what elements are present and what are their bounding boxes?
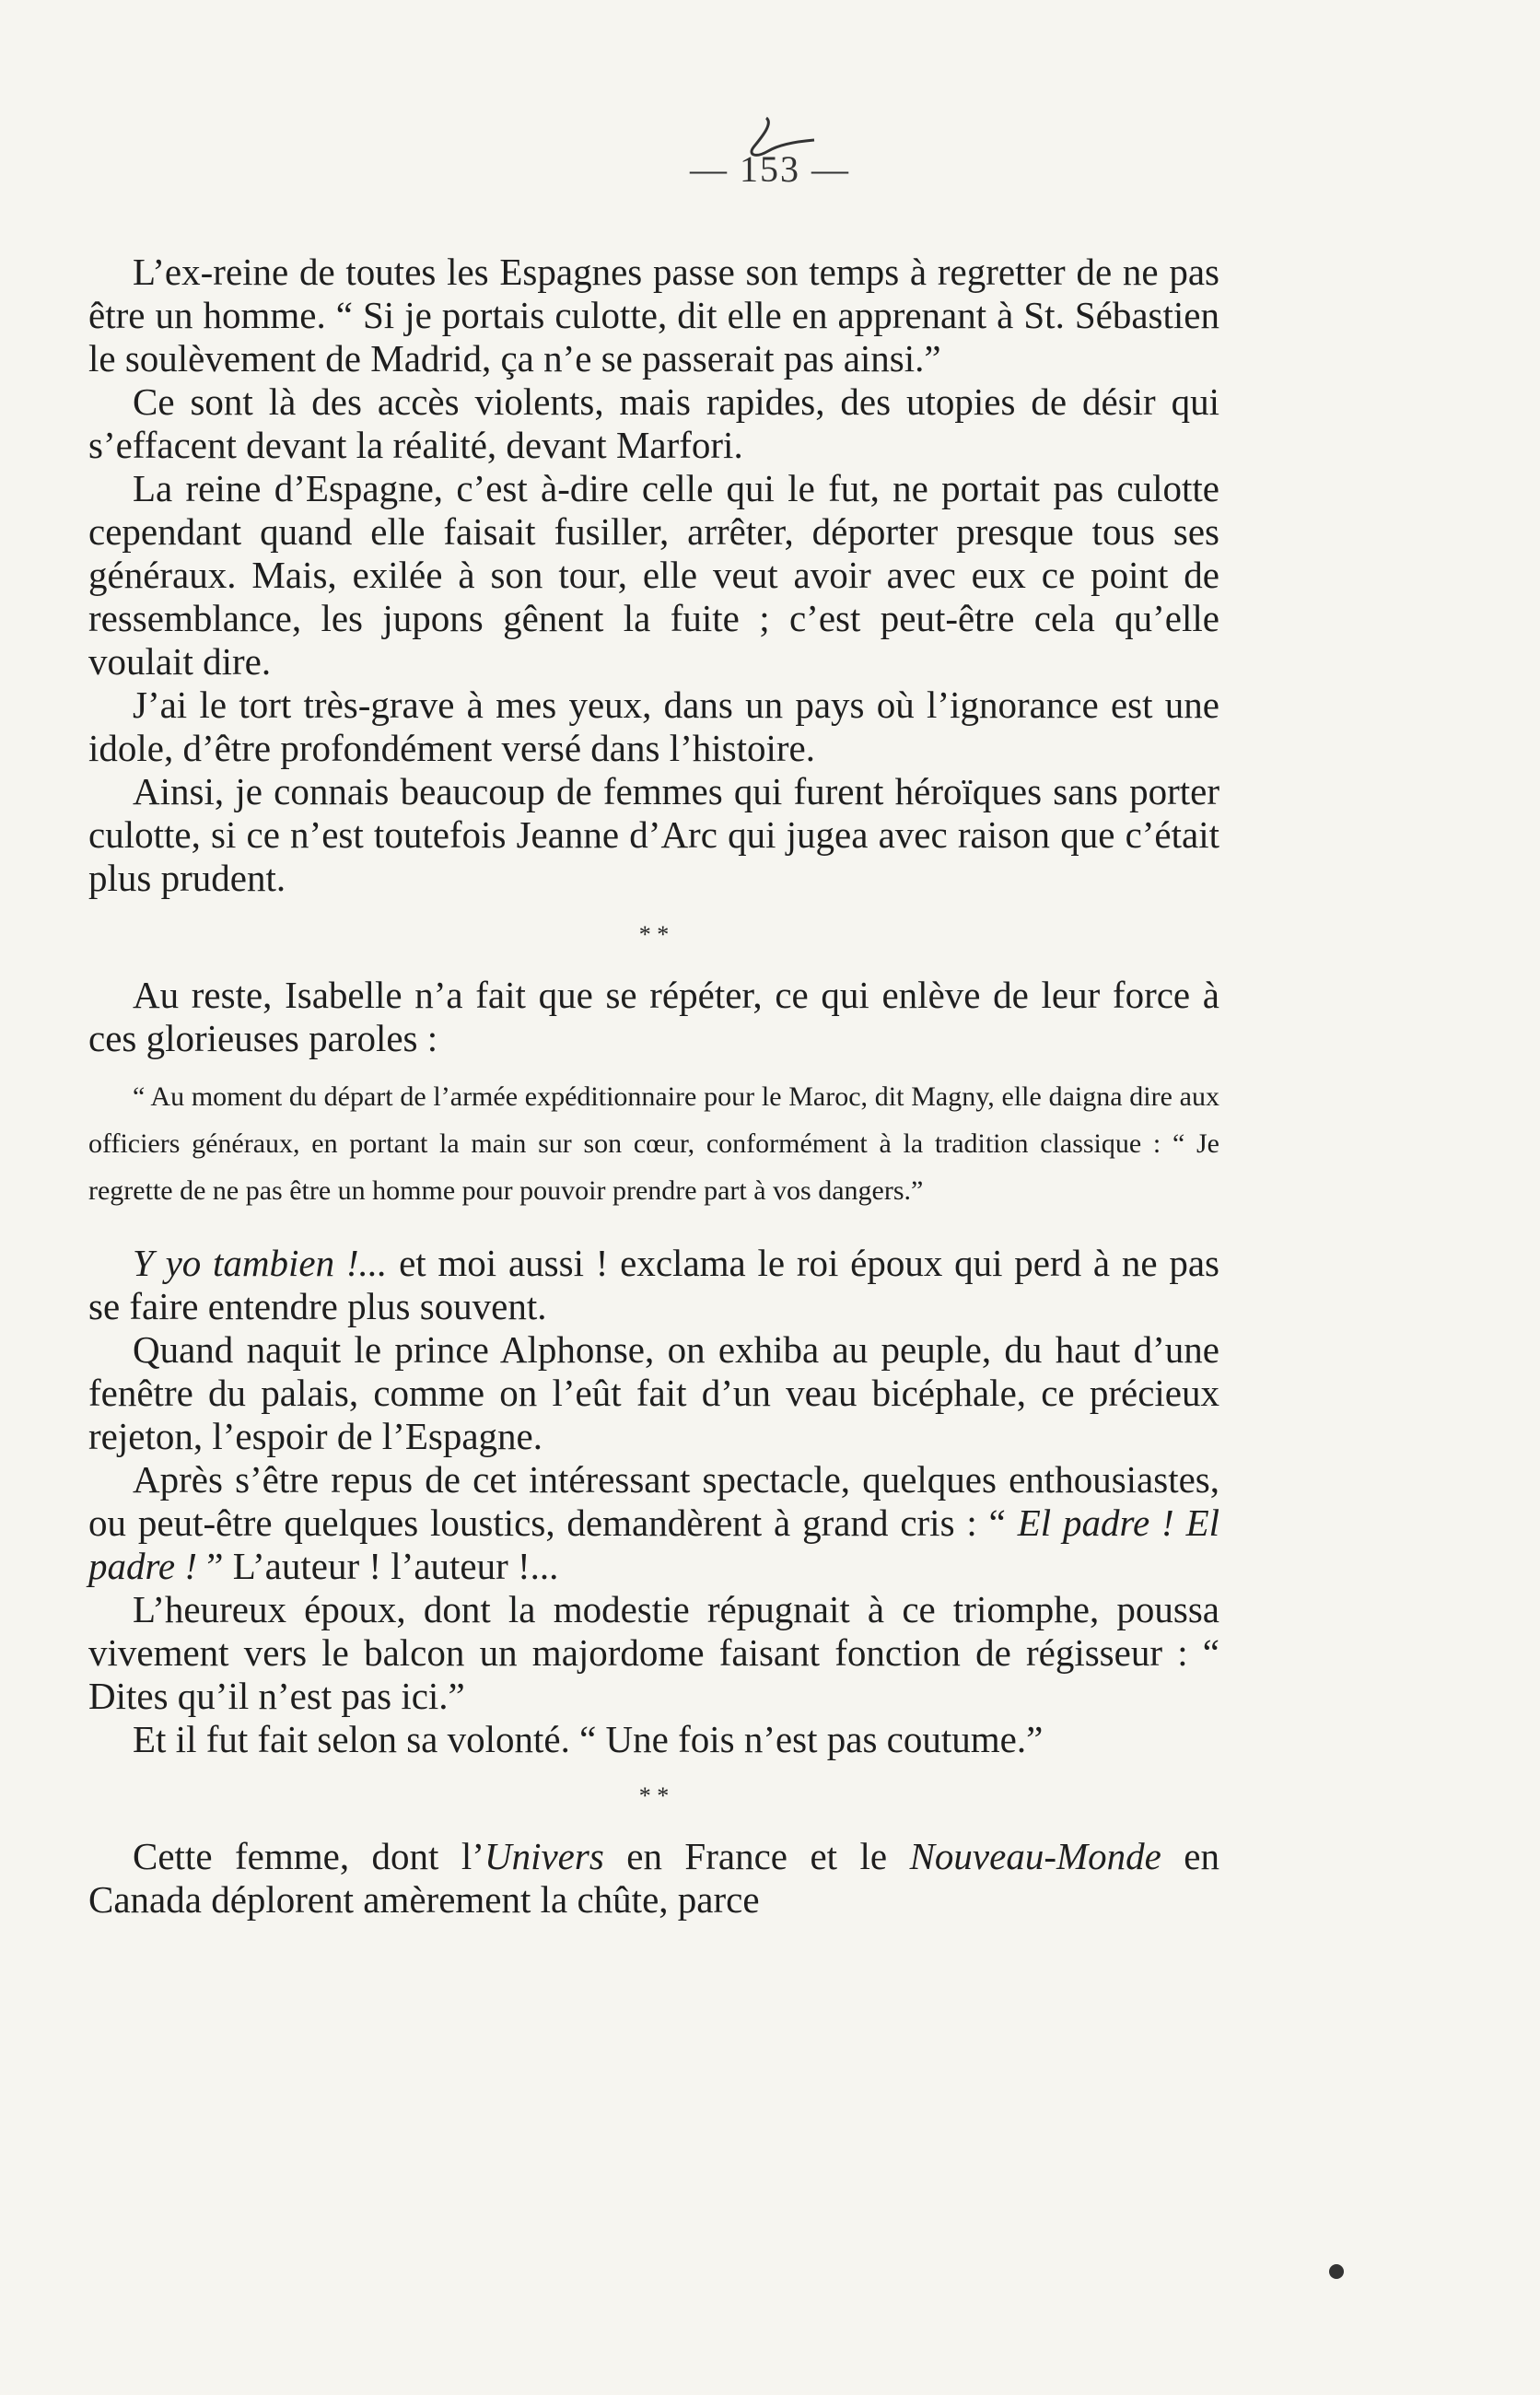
paragraph: Et il fut fait selon sa volonté. “ Une fois n’est pas coutume.”: [133, 1718, 1044, 1760]
paragraph: [88, 1458, 1219, 1588]
text-span: ” L’auteur ! l’auteur !...: [197, 1545, 559, 1587]
italic-text: Univers: [484, 1835, 604, 1877]
page-body: [88, 251, 1219, 1922]
paragraph: Quand naquit le prince Alphonse, on exhiba au peuple, du haut d’une fenêtre du palais, comme on l’eût fait d’un veau bicéphale, ce précieux rejeton, l’espoir de l’Espagne.: [88, 1328, 1219, 1457]
paragraph: Au reste, Isabelle n’a fait que se répéter, ce qui enlève de leur force à ces glorieuses paroles :: [88, 974, 1219, 1059]
italic-text: El padre ! El padre !: [88, 1501, 1220, 1587]
block-quote: “ Au moment du départ de l’armée expéditionnaire pour le Maroc, dit Magny, elle daigna dire aux officiers généraux, en portant la main sur son cœur, conformément à la tradition classique : “ Je regrette de ne pas être un homme pour pouvoir prendre part à vos dangers.”: [88, 1081, 1219, 1206]
italic-text: Y yo tambien !...: [133, 1242, 388, 1284]
paragraph: La reine d’Espagne, c’est à-dire celle qui le fut, ne portait pas culotte cependant quand elle faisait fusiller, arrêter, déporter presque tous ses généraux. Mais, exilée à son tour, elle veut avoir avec eux ce point de ressemblance, les jupons gênent la fuite ; c’est peut-être cela qu’elle voulait dire.: [88, 467, 1219, 683]
paragraph: L’heureux époux, dont la modestie répugnait à ce triomphe, poussa vivement vers le balcon un majordome faisant fonction de régisseur : “ Dites qu’il n’est pas ici.”: [88, 1588, 1219, 1717]
page-number: — 153 —: [690, 148, 850, 190]
paragraph: [88, 1835, 1219, 1922]
text-span: et moi aussi ! exclama le roi époux qui perd à ne pas se faire entendre plus souvent.: [88, 1242, 1219, 1327]
handwritten-mark: [718, 111, 829, 175]
paragraph: Ainsi, je connais beaucoup de femmes qui furent héroïques sans porter culotte, si ce n’est toutefois Jeanne d’Arc qui jugea avec raison que c’était plus prudent.: [88, 770, 1219, 899]
paragraph: L’ex-reine de toutes les Espagnes passe son temps à regretter de ne pas être un homme. “ Si je portais culotte, dit elle en apprenant à St. Sébastien le soulèvement de Madrid, ça n’e se passerait pas ainsi.”: [88, 251, 1219, 380]
section-separator: * *: [638, 1782, 670, 1809]
text-span: Cette femme, dont l’: [133, 1835, 484, 1877]
paragraph: Ce sont là des accès violents, mais rapides, des utopies de désir qui s’effacent devant la réalité, devant Marfori.: [88, 380, 1219, 466]
text-span: en Canada déplorent amèrement la chûte, parce: [88, 1835, 1219, 1921]
italic-text: Nouveau-Monde: [909, 1835, 1161, 1877]
text-span: en France et le: [603, 1835, 910, 1877]
paragraph: [88, 1242, 1219, 1328]
text-span: Après s’être repus de cet intéressant spectacle, quelques enthousiastes, ou peut-être quelques loustics, demandèrent à grand cris : “: [88, 1458, 1219, 1544]
ink-spot: [1329, 2264, 1344, 2279]
paragraph: J’ai le tort très-grave à mes yeux, dans un pays où l’ignorance est une idole, d’être profondément versé dans l’histoire.: [88, 683, 1219, 769]
section-separator: * *: [638, 921, 670, 948]
